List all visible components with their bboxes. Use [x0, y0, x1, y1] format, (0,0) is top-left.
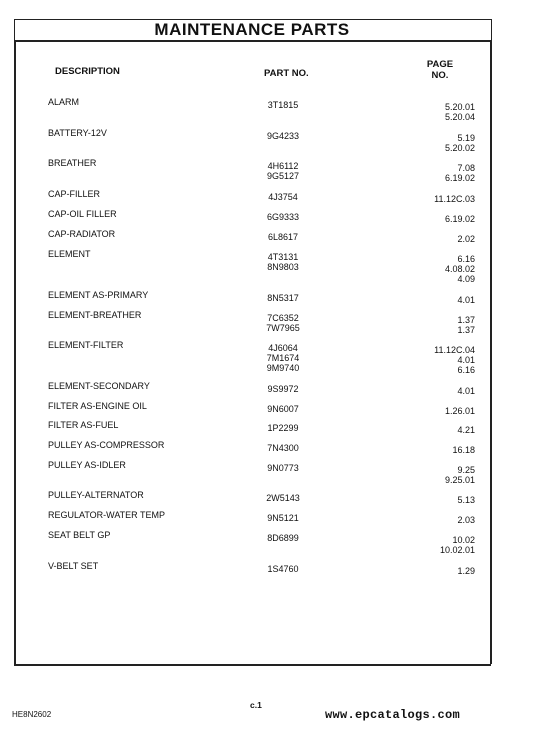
row-page-number: 5.20.01	[444, 102, 475, 112]
title-rule	[14, 40, 491, 42]
row-page-number: 1.29	[457, 566, 475, 576]
row-part-number: 9N5121	[267, 513, 299, 523]
row-page-number: 10.02.01	[439, 545, 475, 555]
frame-bottom-border	[14, 664, 491, 666]
row-description: V-BELT SET	[48, 561, 99, 571]
header-page-no-line1: PAGE	[426, 59, 454, 70]
row-part-number: 7C6352	[267, 313, 299, 323]
row-page-number: 7.08	[457, 163, 475, 173]
row-part-number: 6G9333	[266, 212, 300, 222]
row-page-number: 4.09	[457, 274, 475, 284]
row-part-number: 8D6899	[267, 533, 299, 543]
row-page-number: 11.12C.03	[434, 194, 475, 204]
row-description: ALARM	[48, 97, 80, 107]
header-part-no: PART NO.	[264, 68, 309, 79]
row-part-number: 9N0773	[267, 463, 299, 473]
header-page-no-line2: NO.	[431, 70, 449, 81]
row-part-number: 7N4300	[267, 443, 299, 453]
row-page-number: 6.19.02	[444, 173, 475, 183]
header-page-no	[415, 59, 465, 81]
row-description: ELEMENT-FILTER	[48, 340, 124, 350]
row-page-number: 16.18	[452, 445, 475, 455]
row-part-number: 6L8617	[267, 232, 299, 242]
row-page-number: 6.16	[457, 365, 475, 375]
row-part-number: 4J6064	[268, 343, 298, 353]
row-description: ELEMENT AS-PRIMARY	[48, 290, 149, 300]
row-page-number: 1.26.01	[444, 406, 475, 416]
row-description: FILTER AS-FUEL	[48, 420, 119, 430]
row-description: ELEMENT	[48, 249, 91, 259]
row-description: SEAT BELT GP	[48, 530, 111, 540]
row-description: PULLEY AS-IDLER	[48, 460, 126, 470]
row-page-number: 4.01	[457, 355, 475, 365]
row-description: CAP-FILLER	[48, 189, 101, 199]
row-page-number: 4.21	[457, 425, 475, 435]
row-part-number: 3T1815	[267, 100, 299, 110]
header-description: DESCRIPTION	[55, 66, 120, 77]
frame-right-border	[490, 40, 492, 664]
row-part-number: 7M1674	[266, 353, 300, 363]
doc-code: HE8N2602	[12, 710, 52, 719]
row-page-number: 5.19	[457, 133, 475, 143]
row-part-number: 2W5143	[266, 493, 300, 503]
row-page-number: 9.25.01	[444, 475, 475, 485]
row-description: PULLEY-ALTERNATOR	[48, 490, 144, 500]
row-description: REGULATOR-WATER TEMP	[48, 510, 166, 520]
page-title: MAINTENANCE PARTS	[154, 20, 350, 39]
row-description: ELEMENT-SECONDARY	[48, 381, 150, 391]
frame-left-border	[14, 40, 16, 664]
row-page-number: 4.08.02	[444, 264, 475, 274]
row-description: BREATHER	[48, 158, 97, 168]
row-part-number: 1S4760	[267, 564, 299, 574]
row-page-number: 1.37	[457, 325, 475, 335]
row-part-number: 8N9803	[267, 262, 299, 272]
row-part-number: 4J3754	[268, 192, 298, 202]
row-description: ELEMENT-BREATHER	[48, 310, 142, 320]
row-page-number: 5.13	[457, 495, 475, 505]
row-page-number: 2.03	[457, 515, 475, 525]
row-part-number: 9S9972	[267, 384, 299, 394]
row-page-number: 9.25	[457, 465, 475, 475]
row-page-number: 11.12C.04	[434, 345, 475, 355]
row-part-number: 9N6007	[267, 404, 299, 414]
row-page-number: 10.02	[452, 535, 475, 545]
row-part-number: 9G4233	[266, 131, 300, 141]
row-part-number: 9G5127	[266, 171, 300, 181]
row-description: CAP-RADIATOR	[48, 229, 116, 239]
row-page-number: 2.02	[457, 234, 475, 244]
row-description: PULLEY AS-COMPRESSOR	[48, 440, 165, 450]
row-part-number: 4H6112	[267, 161, 299, 171]
row-description: CAP-OIL FILLER	[48, 209, 117, 219]
row-page-number: 6.16	[457, 254, 475, 264]
page-label: c.1	[250, 700, 262, 710]
row-description: FILTER AS-ENGINE OIL	[48, 401, 147, 411]
row-description: BATTERY-12V	[48, 128, 107, 138]
row-part-number: 1P2299	[267, 423, 299, 433]
row-page-number: 4.01	[457, 386, 475, 396]
row-page-number: 5.20.04	[444, 112, 475, 122]
row-part-number: 4T3131	[267, 252, 299, 262]
row-page-number: 6.19.02	[444, 214, 475, 224]
row-part-number: 8N5317	[267, 293, 299, 303]
row-part-number: 9M9740	[266, 363, 300, 373]
row-page-number: 4.01	[457, 295, 475, 305]
row-page-number: 5.20.02	[444, 143, 475, 153]
row-part-number: 7W7965	[266, 323, 300, 333]
row-page-number: 1.37	[457, 315, 475, 325]
website-watermark: www.epcatalogs.com	[325, 708, 461, 722]
